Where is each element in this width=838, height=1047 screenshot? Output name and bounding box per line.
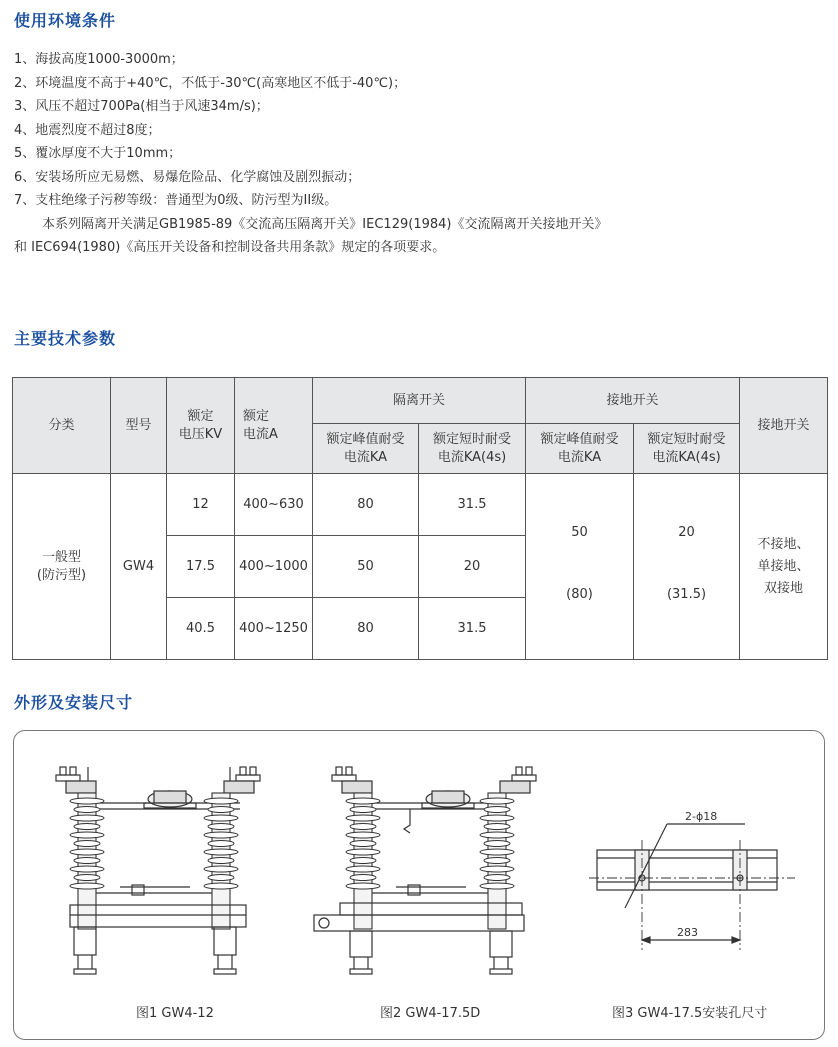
env-section-title: 使用环境条件 — [14, 11, 117, 30]
tech-section-title: 主要技术参数 — [14, 329, 117, 348]
cell-current: 400~1250 — [235, 598, 313, 660]
list-item: 1、海拔高度1000-3000m； — [14, 52, 184, 67]
figure3-drawing — [585, 800, 810, 960]
header-rated-current: 额定 电流A — [235, 378, 313, 474]
cell-model: GW4 — [111, 474, 167, 660]
standard-text-line1: 本系列隔离开关满足GB1985-89《交流高压隔离开关》IEC129(1984)《交流隔离开关接地开关》 — [42, 216, 608, 232]
gnd-short-top: 20 — [678, 525, 695, 540]
standard-text-line2: 和 IEC694(1980)《高压开关设备和控制设备共用条款》规定的各项要求。 — [14, 240, 446, 255]
table-row — [13, 474, 828, 536]
list-item: 4、地震烈度不超过8度； — [14, 122, 161, 138]
cell-voltage: 17.5 — [167, 536, 235, 598]
list-item: 2、环境温度不高于+40℃，不低于-30℃(高寒地区不低于-40℃)； — [14, 75, 407, 91]
header-ground-switch: 接地开关 — [740, 378, 828, 474]
cell-voltage: 40.5 — [167, 598, 235, 660]
header-gnd-peak: 额定峰值耐受 电流KA — [526, 424, 634, 474]
figure1-caption: 图1 GW4-12 — [136, 1006, 214, 1021]
header-rated-voltage: 额定 电压KV — [167, 378, 235, 474]
cell-iso-short: 31.5 — [419, 474, 526, 536]
header-category: 分类 — [13, 378, 111, 474]
shape-section-title: 外形及安装尺寸 — [14, 693, 134, 712]
figure3-caption: 图3 GW4-17.5安装孔尺寸 — [612, 1006, 768, 1021]
tech-params-table — [12, 377, 828, 660]
cell-iso-peak: 80 — [313, 474, 419, 536]
figure1-drawing — [40, 765, 290, 975]
cell-iso-short: 20 — [419, 536, 526, 598]
cell-current: 400~630 — [235, 474, 313, 536]
gnd-peak-top: 50 — [571, 525, 588, 540]
header-iso-short: 额定短时耐受 电流KA(4s) — [419, 424, 526, 474]
list-item: 5、覆冰厚度不大于10mm； — [14, 146, 182, 161]
list-item: 7、支柱绝缘子污秽等级：普通型为0级、防污型为II级。 — [14, 193, 338, 208]
figure2-caption: 图2 GW4-17.5D — [380, 1006, 481, 1021]
header-group-isolator: 隔离开关 — [313, 378, 526, 424]
list-item: 3、风压不超过700Pa(相当于风速34m/s)； — [14, 99, 269, 114]
header-group-ground: 接地开关 — [526, 378, 740, 424]
cell-gnd-short — [634, 474, 740, 660]
dimension-label: 283 — [677, 926, 698, 939]
list-item: 6、安装场所应无易燃、易爆危险品、化学腐蚀及剧烈振动； — [14, 169, 361, 185]
header-model: 型号 — [111, 378, 167, 474]
gnd-peak-bottom: (80) — [566, 587, 593, 602]
cell-iso-peak: 80 — [313, 598, 419, 660]
cell-voltage: 12 — [167, 474, 235, 536]
cell-current: 400~1000 — [235, 536, 313, 598]
cell-iso-peak: 50 — [313, 536, 419, 598]
cell-iso-short: 31.5 — [419, 598, 526, 660]
cell-ground-options: 不接地、 单接地、 双接地 — [740, 474, 828, 660]
hole-label: 2-ϕ18 — [685, 810, 718, 823]
header-iso-peak: 额定峰值耐受 电流KA — [313, 424, 419, 474]
cell-category: 一般型 (防污型) — [13, 474, 111, 660]
figure2-drawing — [310, 765, 560, 975]
env-conditions-list — [14, 48, 607, 260]
cell-gnd-peak — [526, 474, 634, 660]
header-gnd-short: 额定短时耐受 电流KA(4s) — [634, 424, 740, 474]
gnd-short-bottom: (31.5) — [666, 587, 707, 602]
